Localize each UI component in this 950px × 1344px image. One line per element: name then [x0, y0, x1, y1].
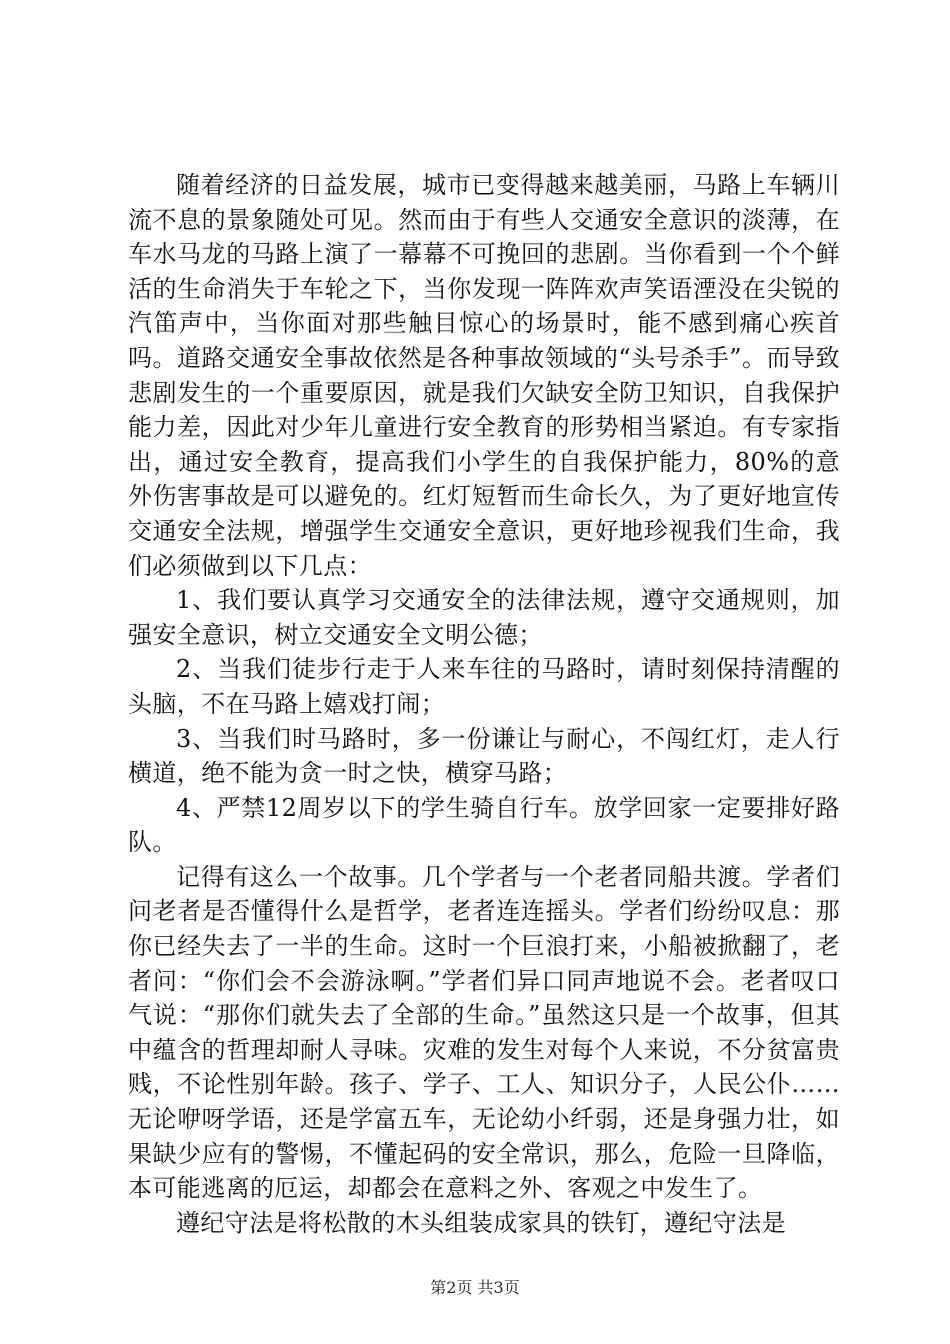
paragraph-closing: 遵纪守法是将松散的木头组装成家具的铁钉，遵纪守法是 [176, 1208, 786, 1237]
paragraph-story: 记得有这么一个故事。几个学者与一个老者同船共渡。学者们问老者是否懂得什么是哲学，老者连连摇头。学者们纷纷叹息：那你已经失去了一半的生命。这时一个巨浪打来，小船被掀翻了，老者问：“你们会不会游泳啊。”学者们异口同声地说不会。老者叹口气说：“那你们就失去了全部的生命。”虽然这只是一个故事，但其中蕴含的哲理却耐人寻味。灾难的发生对每个人来说，不分贫富贵贱，不论性别年龄。孩子、学子、工人、知识分子，人民公仆……无论咿呀学语，还是学富五车，无论幼小纤弱，还是身强力壮，如果缺少应有的警惕，不懂起码的安全常识，那么，危险一旦降临，本可能逃离的厄运，却都会在意料之外、客观之中发生了。 [128, 862, 840, 1203]
list-item-3: 3、当我们时马路时，多一份谦让与耐心，不闯红灯，走人行横道，绝不能为贪一时之快，横穿马路； [128, 724, 840, 788]
list-item-1: 1、我们要认真学习交通安全的法律法规，遵守交通规则，加强安全意识，树立交通安全文明公德； [128, 586, 840, 649]
page-number-footer: 第2页 共3页 [430, 1278, 520, 1297]
list-item-2: 2、当我们徒步行走于人来车往的马路时，请时刻保持清醒的头脑，不在马路上嬉戏打闹； [128, 655, 840, 718]
document-body [128, 168, 840, 1240]
paragraph-intro: 随着经济的日益发展，城市已变得越来越美丽，马路上车辆川流不息的景象随处可见。然而由于有些人交通安全意识的淡薄，在车水马龙的马路上演了一幕幕不可挽回的悲剧。当你看到一个个鲜活的生命消失于车轮之下，当你发现一阵阵欢声笑语湮没在尖锐的汽笛声中，当你面对那些触目惊心的场景时，能不感到痛心疾首吗。道路交通安全事故依然是各种事故领域的“头号杀手”。而导致悲剧发生的一个重要原因，就是我们欠缺安全防卫知识，自我保护能力差，因此对少年儿童进行安全教育的形势相当紧迫。有专家指出，通过安全教育，提高我们小学生的自我保护能力，80%的意外伤害事故是可以避免的。红灯短暂而生命长久，为了更好地宣传交通安全法规，增强学生交通安全意识，更好地珍视我们生命，我们必须做到以下几点： [128, 171, 840, 580]
list-item-4: 4、严禁12周岁以下的学生骑自行车。放学回家一定要排好路队。 [128, 793, 840, 857]
